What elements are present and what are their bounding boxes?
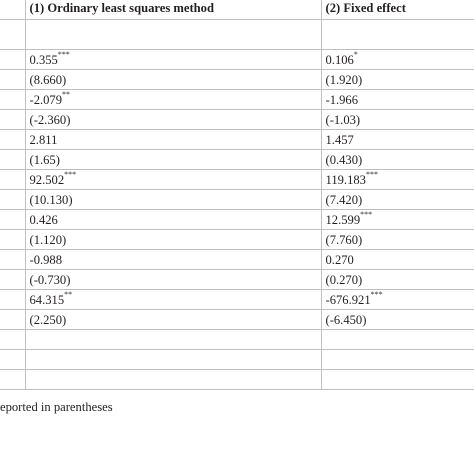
variable-cell [0,310,25,330]
significance-stars: ** [62,90,71,100]
fixed-effect-cell [321,90,474,110]
ols-cell [25,50,321,70]
table-row [0,330,474,350]
table-body [0,50,474,330]
fixed-effect-cell [321,150,474,170]
table-row [0,70,474,90]
ols-cell [25,310,321,330]
ols-cell [25,170,321,190]
table-row [0,50,474,70]
table-row [0,270,474,290]
table-row [0,130,474,150]
significance-stars: *** [64,170,77,180]
table-row [0,170,474,190]
table-row [0,350,474,370]
variable-cell [0,110,25,130]
variable-cell [0,210,25,230]
fixed-effect-cell [321,310,474,330]
fixed-effect-cell [321,110,474,130]
table-row [0,190,474,210]
fixed-effect-value: -676.921 [325,292,371,307]
fixed-effect-value: (7.760) [325,232,363,247]
table-footnote: eported in parentheses [0,400,113,414]
ols-cell [25,230,321,250]
variable-cell [0,50,25,70]
ols-value: 0.426 [29,212,58,227]
fixed-effect-cell [321,230,474,250]
fixed-effect-value: (0.430) [325,152,363,167]
ols-cell [25,290,321,310]
table-header-row [0,0,474,20]
fixed-effect-cell [321,210,474,230]
fixed-effect-cell [321,50,474,70]
significance-stars: *** [370,290,383,300]
significance-stars: *** [57,50,70,60]
fixed-effect-value: (1.920) [325,72,363,87]
header-cell-fixed-effect: (2) Fixed effect [321,0,474,20]
variable-cell [0,170,25,190]
variable-cell [0,90,25,110]
table-row [0,230,474,250]
ols-value: (-0.730) [29,272,71,287]
fixed-effect-value: 1.457 [325,132,354,147]
table-row [0,20,474,50]
fixed-effect-cell [321,70,474,90]
table-row [0,310,474,330]
ols-cell [25,90,321,110]
variable-cell [0,230,25,250]
ols-cell [25,270,321,290]
ols-value: -0.988 [29,252,63,267]
fixed-effect-cell [321,170,474,190]
table-row [0,370,474,390]
table-row [0,90,474,110]
table-row [0,150,474,170]
ols-cell [25,130,321,150]
significance-stars: *** [360,210,373,220]
ols-value: (2.250) [29,312,67,327]
header-cell-ols: (1) Ordinary least squares method [25,0,321,20]
fixed-effect-value: 0.270 [325,252,354,267]
fixed-effect-cell [321,130,474,150]
table-row [0,210,474,230]
ols-cell [25,110,321,130]
header-cell-variable [0,0,25,20]
variable-cell [0,250,25,270]
significance-stars: *** [365,170,378,180]
table-row [0,250,474,270]
ols-cell [25,250,321,270]
fixed-effect-value: (0.270) [325,272,363,287]
fixed-effect-cell [321,250,474,270]
fixed-effect-cell [321,290,474,310]
ols-value: 0.355 [29,52,58,67]
ols-value: (1.65) [29,152,60,167]
fixed-effect-value: (-1.03) [325,112,361,127]
fixed-effect-value: 0.106 [325,52,354,67]
variable-cell [0,150,25,170]
ols-cell [25,150,321,170]
ols-cell [25,210,321,230]
ols-cell [25,70,321,90]
ols-value: 64.315 [29,292,65,307]
variable-cell [0,270,25,290]
ols-value: 2.811 [29,132,58,147]
ols-value: 92.502 [29,172,65,187]
fixed-effect-value: (-6.450) [325,312,367,327]
table-row [0,110,474,130]
variable-cell [0,70,25,90]
ols-value: (8.660) [29,72,67,87]
significance-stars: * [353,50,358,60]
fixed-effect-value: (7.420) [325,192,363,207]
fixed-effect-cell [321,270,474,290]
fixed-effect-value: 119.183 [325,172,366,187]
variable-cell [0,130,25,150]
ols-value: (10.130) [29,192,73,207]
ols-value: -2.079 [29,92,63,107]
fixed-effect-cell [321,190,474,210]
ols-value: (-2.360) [29,112,71,127]
fixed-effect-value: -1.966 [325,92,359,107]
fixed-effect-value: 12.599 [325,212,361,227]
variable-cell [0,190,25,210]
ols-value: (1.120) [29,232,67,247]
significance-stars: ** [64,290,73,300]
table-row [0,290,474,310]
ols-cell [25,190,321,210]
variable-cell [0,290,25,310]
